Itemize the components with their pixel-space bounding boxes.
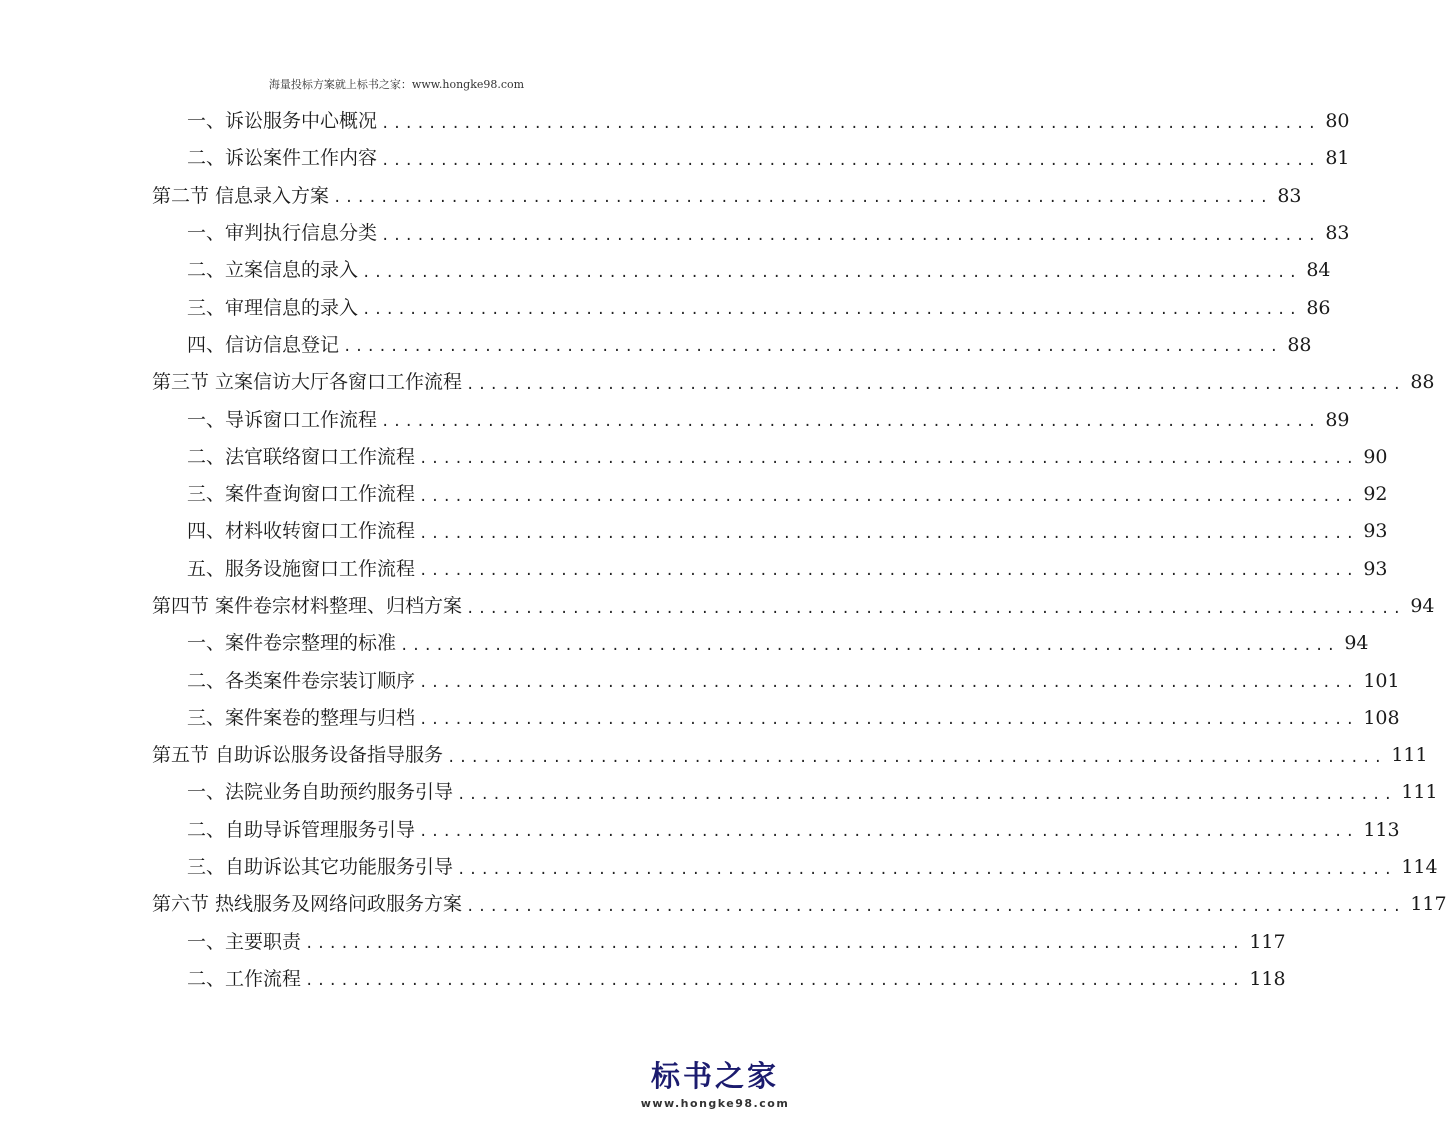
site-logo[interactable] [640, 1059, 790, 1110]
toc-entry-page: 113 [1363, 818, 1400, 841]
toc-leader-dots: ................................................................................ [400, 637, 1339, 654]
toc-leader-dots: ................................................................................ [362, 264, 1301, 281]
toc-leader-dots: ................................................................................ [466, 600, 1405, 617]
toc-entry-page: 108 [1363, 706, 1400, 729]
toc-leader-dots: ................................................................................ [466, 376, 1405, 393]
toc-entry[interactable] [152, 364, 1435, 401]
toc-entry[interactable] [152, 289, 1331, 326]
toc-entry-page: 89 [1325, 408, 1350, 431]
toc-entry-page: 84 [1306, 259, 1331, 282]
toc-entry-page: 92 [1363, 483, 1388, 506]
toc-entry[interactable] [152, 812, 1400, 849]
toc-entry[interactable] [152, 849, 1438, 886]
toc-entry-page: 83 [1277, 184, 1302, 207]
toc-entry-page: 118 [1249, 967, 1286, 990]
toc-entry[interactable] [152, 103, 1350, 140]
toc-entry-page: 80 [1325, 110, 1350, 133]
toc-entry[interactable] [152, 178, 1302, 215]
toc-entry-page: 94 [1344, 632, 1369, 655]
toc-entry[interactable] [152, 551, 1388, 588]
toc-entry-page: 111 [1401, 781, 1438, 804]
toc-leader-dots: ................................................................................ [305, 936, 1244, 953]
toc-entry-page: 88 [1287, 333, 1312, 356]
toc-entry-label: 第三节 立案信访大厅各窗口工作流程 [152, 371, 463, 394]
toc-entry[interactable] [152, 625, 1369, 662]
toc-entry-label: 四、信访信息登记 [187, 333, 340, 356]
toc-entry-page: 93 [1363, 557, 1388, 580]
toc-leader-dots: ................................................................................ [362, 302, 1301, 319]
toc-entry-label: 二、诉讼案件工作内容 [187, 147, 378, 170]
toc-entry-page: 81 [1325, 147, 1350, 170]
toc-leader-dots: ................................................................................ [419, 824, 1358, 841]
toc-entry[interactable] [152, 700, 1400, 737]
table-of-contents [152, 103, 1447, 998]
toc-entry[interactable] [152, 774, 1438, 811]
toc-entry-label: 一、案件卷宗整理的标准 [187, 632, 397, 655]
toc-entry-label: 第四节 案件卷宗材料整理、归档方案 [152, 595, 463, 617]
toc-entry-label: 第六节 热线服务及网络问政服务方案 [152, 893, 463, 916]
toc-leader-dots: ................................................................................ [419, 525, 1358, 542]
toc-entry-page: 86 [1306, 296, 1331, 319]
toc-entry[interactable] [152, 886, 1447, 923]
page-header: 海量投标方案就上标书之家：www.hongke98.com [268, 78, 525, 91]
toc-entry[interactable] [152, 513, 1388, 550]
toc-entry[interactable] [152, 327, 1312, 364]
toc-leader-dots: ................................................................................ [381, 115, 1320, 132]
toc-entry[interactable] [152, 737, 1428, 774]
toc-leader-dots: ................................................................................ [381, 152, 1320, 169]
toc-entry-page: 94 [1410, 595, 1435, 617]
toc-leader-dots: ................................................................................ [419, 451, 1358, 468]
toc-entry-page: 90 [1363, 445, 1388, 468]
toc-entry[interactable] [152, 140, 1350, 177]
toc-leader-dots: ................................................................................ [419, 563, 1358, 580]
toc-entry-label: 二、法官联络窗口工作流程 [187, 445, 416, 468]
toc-leader-dots: ................................................................................ [457, 786, 1396, 803]
toc-leader-dots: ................................................................................ [381, 227, 1320, 244]
toc-entry-label: 第二节 信息录入方案 [152, 184, 330, 207]
toc-leader-dots: ................................................................................ [419, 675, 1358, 692]
toc-entry-page: 101 [1363, 669, 1400, 692]
toc-entry-page: 88 [1410, 371, 1435, 394]
toc-entry[interactable] [152, 439, 1388, 476]
toc-entry-label: 三、审理信息的录入 [187, 296, 359, 319]
toc-entry[interactable] [152, 588, 1435, 625]
toc-entry[interactable] [152, 961, 1286, 998]
toc-leader-dots: ................................................................................ [305, 973, 1244, 990]
toc-entry-page: 93 [1363, 520, 1388, 543]
logo-url: www.hongke98.com [640, 1097, 790, 1110]
toc-entry-label: 一、主要职责 [187, 930, 302, 953]
toc-entry-page: 83 [1325, 222, 1350, 245]
toc-entry-page: 114 [1401, 856, 1438, 879]
toc-entry[interactable] [152, 662, 1400, 699]
toc-entry-label: 二、工作流程 [187, 967, 302, 990]
toc-entry-page: 117 [1410, 893, 1447, 916]
toc-entry-label: 一、法院业务自助预约服务引导 [187, 781, 454, 804]
toc-leader-dots: ................................................................................ [419, 488, 1358, 505]
toc-entry[interactable] [152, 476, 1388, 513]
toc-leader-dots: ................................................................................ [333, 190, 1272, 207]
toc-entry-label: 三、案件案卷的整理与归档 [187, 706, 416, 729]
toc-entry-label: 一、审判执行信息分类 [187, 222, 378, 245]
toc-entry-label: 三、案件查询窗口工作流程 [187, 483, 416, 506]
toc-leader-dots: ................................................................................ [457, 861, 1396, 878]
toc-leader-dots: ................................................................................ [343, 339, 1282, 356]
toc-entry-page: 117 [1249, 930, 1286, 953]
logo-title: 标书之家 [650, 1059, 779, 1093]
toc-entry-label: 二、立案信息的录入 [187, 259, 359, 282]
toc-entry[interactable] [152, 252, 1331, 289]
toc-entry[interactable] [152, 215, 1350, 252]
toc-entry[interactable] [152, 401, 1350, 438]
toc-leader-dots: ................................................................................ [419, 712, 1358, 729]
toc-entry-label: 四、材料收转窗口工作流程 [187, 520, 416, 543]
toc-entry-label: 第五节 自助诉讼服务设备指导服务 [152, 744, 444, 767]
toc-entry[interactable] [152, 924, 1286, 961]
toc-entry-label: 二、自助导诉管理服务引导 [187, 818, 416, 841]
toc-entry-label: 二、各类案件卷宗装订顺序 [187, 669, 416, 692]
toc-entry-label: 三、自助诉讼其它功能服务引导 [187, 856, 454, 879]
toc-entry-label: 五、服务设施窗口工作流程 [187, 557, 416, 580]
toc-entry-page: 111 [1391, 744, 1428, 767]
toc-leader-dots: ................................................................................ [466, 898, 1405, 915]
toc-entry-label: 一、诉讼服务中心概况 [187, 110, 378, 133]
toc-leader-dots: ................................................................................ [381, 414, 1320, 431]
toc-entry-label: 一、导诉窗口工作流程 [187, 408, 378, 431]
toc-leader-dots: ................................................................................ [447, 749, 1386, 766]
